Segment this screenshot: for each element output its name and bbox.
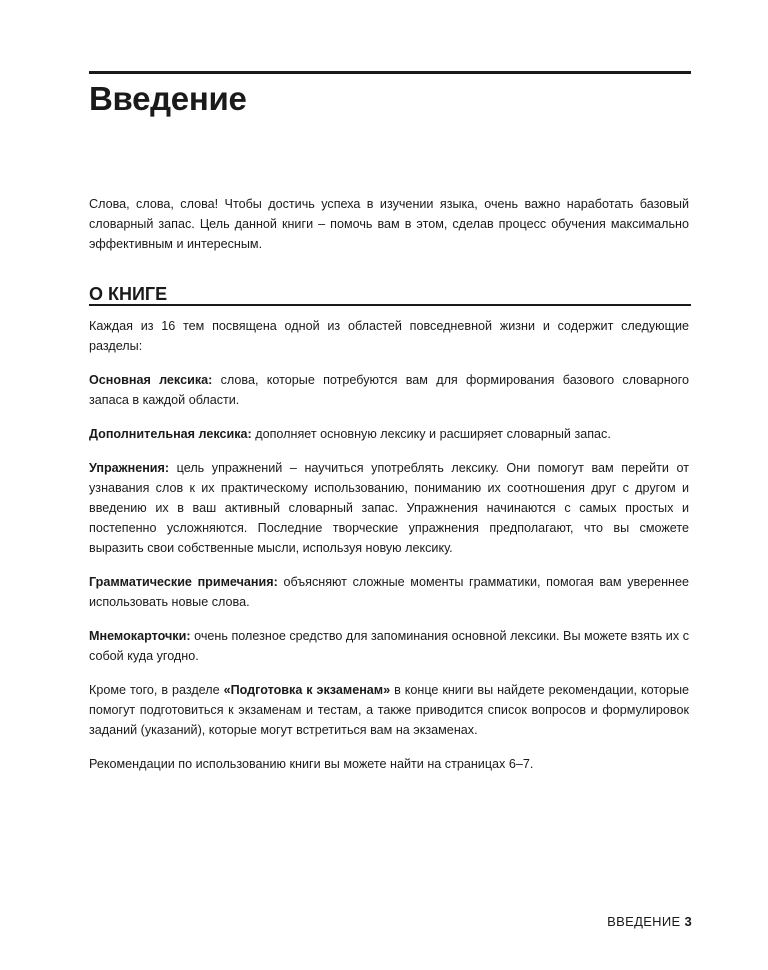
page-title: Введение xyxy=(89,80,247,117)
lead-paragraph: Каждая из 16 тем посвящена одной из областей повседневной жизни и содержит следующие разделы: xyxy=(89,319,689,353)
item-term: Дополнительная лексика: xyxy=(89,427,252,441)
item-grammar-notes xyxy=(89,572,689,612)
page-number: 3 xyxy=(684,914,692,929)
exam-before: Кроме того, в разделе xyxy=(89,683,224,697)
item-text: дополняет основную лексику и расширяет словарный запас. xyxy=(251,427,611,441)
item-text: объясняют сложные моменты грамматики, помогая вам увереннее использовать новые слова. xyxy=(89,575,689,609)
item-additional-vocabulary xyxy=(89,424,689,444)
item-term: Основная лексика: xyxy=(89,373,213,387)
page-footer xyxy=(607,913,692,931)
item-text: очень полезное средство для запоминания основной лексики. Вы можете взять их с собой куда угодно. xyxy=(89,629,689,663)
item-term: Мнемокарточки: xyxy=(89,629,191,643)
exam-section-name: «Подготовка к экзаменам» xyxy=(223,683,391,697)
item-text: цель упражнений – научиться употреблять лексику. Они помогут вам перейти от узнавания слов к их практическому использованию, пониманию их соотношения друг с другом и введению их в ваш активный словарный запас. Упражнения начинаются с самых простых и постепенно усложняются. Последние творческие упражнения предполагают, что вы сможете выразить свои собственные мысли, используя новую лексику. xyxy=(89,461,689,555)
section-rule xyxy=(89,304,691,306)
item-flashcards xyxy=(89,626,689,666)
item-text: слова, которые потребуются вам для формирования базового словарного запаса в каждой области. xyxy=(89,373,689,407)
section-title: О КНИГЕ xyxy=(89,284,168,304)
exam-after: в конце книги вы найдете рекомендации, которые помогут подготовиться к экзаменам и тестам, а также приводится список вопросов и формулировок заданий (указаний), которые могут встретиться вам на экзаменах. xyxy=(89,683,690,737)
item-term: Упражнения: xyxy=(89,461,170,475)
item-term: Грамматические примечания: xyxy=(89,575,278,589)
item-basic-vocabulary xyxy=(89,370,689,410)
section-content xyxy=(89,316,689,788)
item-exercises xyxy=(89,458,689,558)
closing-paragraph: Рекомендации по использованию книги вы можете найти на страницах 6–7. xyxy=(89,757,534,771)
footer-label: ВВЕДЕНИЕ xyxy=(607,914,681,929)
intro-paragraph: Слова, слова, слова! Чтобы достичь успеха в изучении языка, очень важно наработать базовый словарный запас. Цель данной книги – помочь вам в этом, сделав процесс обучения максимально эффективным и интересным. xyxy=(89,197,689,251)
exam-paragraph xyxy=(89,680,689,740)
